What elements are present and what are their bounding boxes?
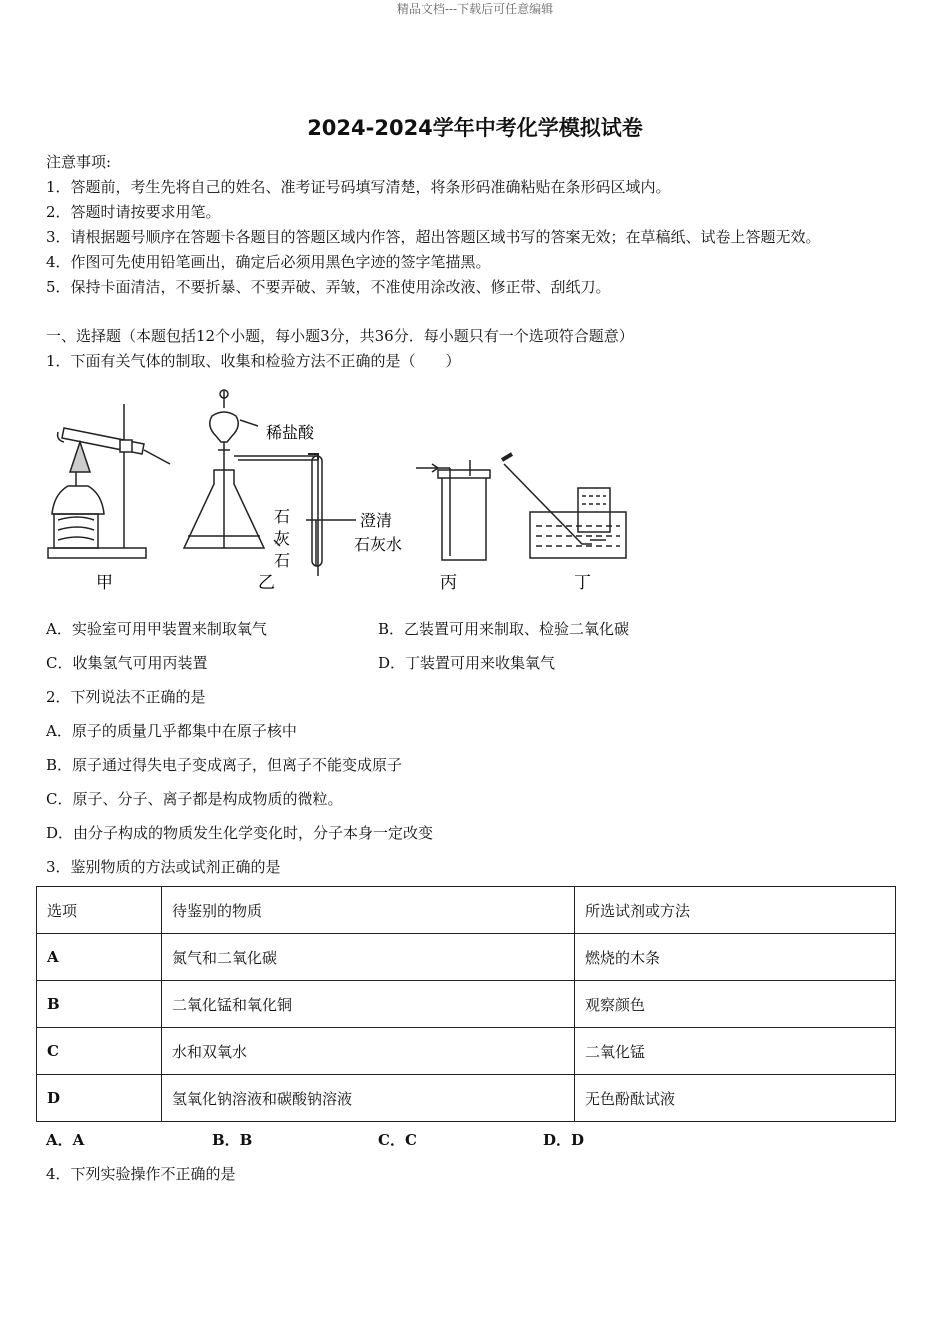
table-cell: 无色酚酞试液 <box>575 1075 896 1122</box>
q1-option-d[interactable]: D．丁装置可用来收集氧气 <box>378 654 556 672</box>
question-3-stem: 3．鉴别物质的方法或试剂正确的是 <box>46 858 281 876</box>
label-acid: 稀盐酸 <box>266 423 315 442</box>
label-limewater-1: 澄清 <box>360 511 393 530</box>
q2-option-a[interactable]: A．原子的质量几乎都集中在原子核中 <box>46 722 297 740</box>
table-cell: D <box>37 1075 162 1122</box>
question-1-stem: 1．下面有关气体的制取、收集和检验方法不正确的是（ ） <box>46 352 461 370</box>
table-cell: 二氧化锰和氧化铜 <box>162 981 575 1028</box>
apparatus-jia <box>48 404 170 558</box>
label-limewater-2: 石灰水 <box>354 535 403 554</box>
q1-option-c[interactable]: C．收集氢气可用丙装置 <box>46 654 208 672</box>
table-header-cell: 所选试剂或方法 <box>575 887 896 934</box>
question-4-stem: 4．下列实验操作不正确的是 <box>46 1165 236 1183</box>
table-header-cell: 待鉴别的物质 <box>162 887 575 934</box>
q1-option-b[interactable]: B．乙装置可用来制取、检验二氧化碳 <box>378 620 630 638</box>
table-row <box>37 1075 896 1122</box>
notice-item: 1．答题前，考生先将自己的姓名、准考证号码填写清楚，将条形码准确粘贴在条形码区域内。 <box>46 178 671 196</box>
table-cell: B <box>37 981 162 1028</box>
q3-option-d[interactable]: D．D <box>543 1131 585 1149</box>
q2-option-c[interactable]: C．原子、分子、离子都是构成物质的微粒。 <box>46 790 343 808</box>
q2-option-d[interactable]: D．由分子构成的物质发生化学变化时，分子本身一定改变 <box>46 824 434 842</box>
q3-option-c[interactable]: C．C <box>378 1131 417 1149</box>
table-cell: 二氧化锰 <box>575 1028 896 1075</box>
page-title: 2024-2024学年中考化学模拟试卷 <box>307 116 643 140</box>
notice-item: 5．保持卡面清洁，不要折暴、不要弄破、弄皱，不准使用涂改液、修正带、刮纸刀。 <box>46 278 611 296</box>
label-limestone-1: 石 <box>274 507 291 526</box>
label-limestone-2: 灰 <box>274 529 291 548</box>
apparatus-ding <box>502 454 626 558</box>
table-header-row <box>37 887 896 934</box>
table-row <box>37 981 896 1028</box>
table-cell: 水和双氧水 <box>162 1028 575 1075</box>
table-row <box>37 934 896 981</box>
section-heading: 一、选择题（本题包括12个小题，每小题3分，共36分．每小题只有一个选项符合题意） <box>46 327 634 345</box>
table-cell: A <box>37 934 162 981</box>
caption-yi: 乙 <box>258 573 275 593</box>
apparatus-yi <box>184 390 356 576</box>
caption-jia: 甲 <box>96 573 113 593</box>
notice-heading: 注意事项: <box>46 153 112 171</box>
apparatus-bing <box>416 460 490 560</box>
caption-ding: 丁 <box>574 573 591 593</box>
notice-item: 2．答题时请按要求用笔。 <box>46 203 221 221</box>
table-cell: 氮气和二氧化碳 <box>162 934 575 981</box>
q2-option-b[interactable]: B．原子通过得失电子变成离子，但离子不能变成原子 <box>46 756 403 774</box>
notice-item: 4．作图可先使用铅笔画出，确定后必须用黑色字迹的签字笔描黑。 <box>46 253 491 271</box>
q1-option-a[interactable]: A．实验室可用甲装置来制取氧气 <box>46 620 267 638</box>
table-header-cell: 选项 <box>37 887 162 934</box>
table-cell: 燃烧的木条 <box>575 934 896 981</box>
table-cell: 观察颜色 <box>575 981 896 1028</box>
q3-option-b[interactable]: B．B <box>212 1131 253 1149</box>
table-cell: C <box>37 1028 162 1075</box>
table-cell: 氢氧化钠溶液和碳酸钠溶液 <box>162 1075 575 1122</box>
question-2-stem: 2．下列说法不正确的是 <box>46 688 206 706</box>
notice-item: 3．请根据题号顺序在答题卡各题目的答题区域内作答，超出答题区域书写的答案无效；在草稿纸、试卷上答题无效。 <box>46 228 821 246</box>
label-limestone-3: 石 <box>274 551 291 570</box>
q3-option-a[interactable]: A．A <box>46 1131 85 1149</box>
header-note: 精品文档---下载后可任意编辑 <box>396 2 554 16</box>
table-row <box>37 1028 896 1075</box>
apparatus-figure <box>40 380 660 600</box>
caption-bing: 丙 <box>440 573 457 593</box>
q3-table <box>36 886 896 1122</box>
